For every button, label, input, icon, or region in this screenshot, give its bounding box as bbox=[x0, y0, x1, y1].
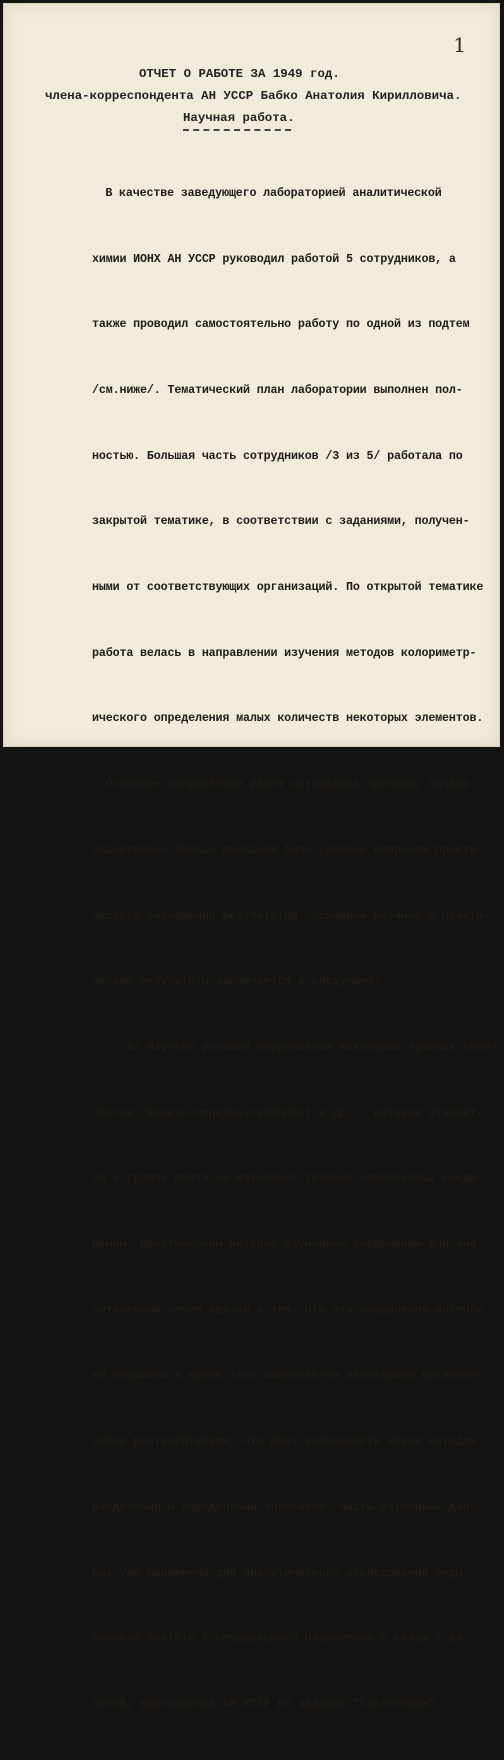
body-line: разделения и определения элементов. Часть изученных дан- bbox=[92, 1499, 477, 1514]
body-line: ботой, выполняемой АН УССР по заданию "Гостехники". bbox=[92, 1696, 443, 1711]
page-number: 1 bbox=[453, 33, 466, 57]
body-line: работа велась в направлении изучения методов колориметр- bbox=[92, 645, 477, 660]
body-line: Основное направление работ оставалось прежним, однако bbox=[92, 777, 470, 792]
section-heading: Научная работа. bbox=[183, 111, 295, 125]
body-line: а/ Изучены условия образования некоторых тройных комп- bbox=[92, 1039, 497, 1054]
body-line: нений. Практический интерес изученных соединений для ана- bbox=[92, 1237, 484, 1252]
body-line: ческие результаты заключаются в следующем: bbox=[92, 974, 381, 989]
body-line: но окрашены и кроме того извлекаются некоторыми органиче- bbox=[92, 1368, 484, 1383]
report-body bbox=[73, 139, 503, 1760]
body-line: высокой чистоты % специального назначения в связи с ра- bbox=[92, 1631, 470, 1646]
body-line: ического определения малых количеств некоторых элементов. bbox=[92, 711, 484, 726]
report-title: ОТЧЕТ О РАБОТЕ ЗА 1949 год. bbox=[139, 67, 340, 81]
section-underline bbox=[183, 129, 291, 131]
body-line: ных уже применена для аналитического исследования меди bbox=[92, 1565, 463, 1580]
body-line: ностью. Большая часть сотрудников /3 из 5/ работала по bbox=[92, 448, 463, 463]
document-page bbox=[3, 3, 500, 1711]
body-line: литической химии связан с тем, что эти соединения интенси bbox=[92, 1302, 484, 1317]
body-line: /см.ниже/. Тематический план лаборатории выполнен пол- bbox=[92, 382, 463, 397]
body-line: лексов /железо-пиридин-салицилат и др./, которые относят- bbox=[92, 1105, 484, 1120]
body-line: значительно больше внимания было уделено вопросам практи- bbox=[92, 842, 484, 857]
body-line: ся к группе почти не изученных тройных комплексных соеди- bbox=[92, 1171, 484, 1186]
body-line: ными от соответствующих организаций. По открытой тематике bbox=[92, 580, 484, 595]
body-line: также проводил самостоятельно работу по одной из подтем bbox=[92, 317, 470, 332]
report-author-line: члена-корреспондента АН УССР Бабко Анатолия Кирилловича. bbox=[45, 89, 462, 103]
body-line: закрытой тематике, в соответствии с заданиями, получен- bbox=[92, 514, 470, 529]
body-line: химии ИОНХ АН УССР руководил работой 5 сотрудников, а bbox=[92, 251, 456, 266]
body-line: В качестве заведующего лабораторией аналитической bbox=[71, 185, 442, 200]
body-line: скими растворителями, что дает возможность новых методов bbox=[92, 1434, 477, 1449]
body-line: ческого завершения результатов. Основные научные и практи- bbox=[92, 908, 491, 923]
